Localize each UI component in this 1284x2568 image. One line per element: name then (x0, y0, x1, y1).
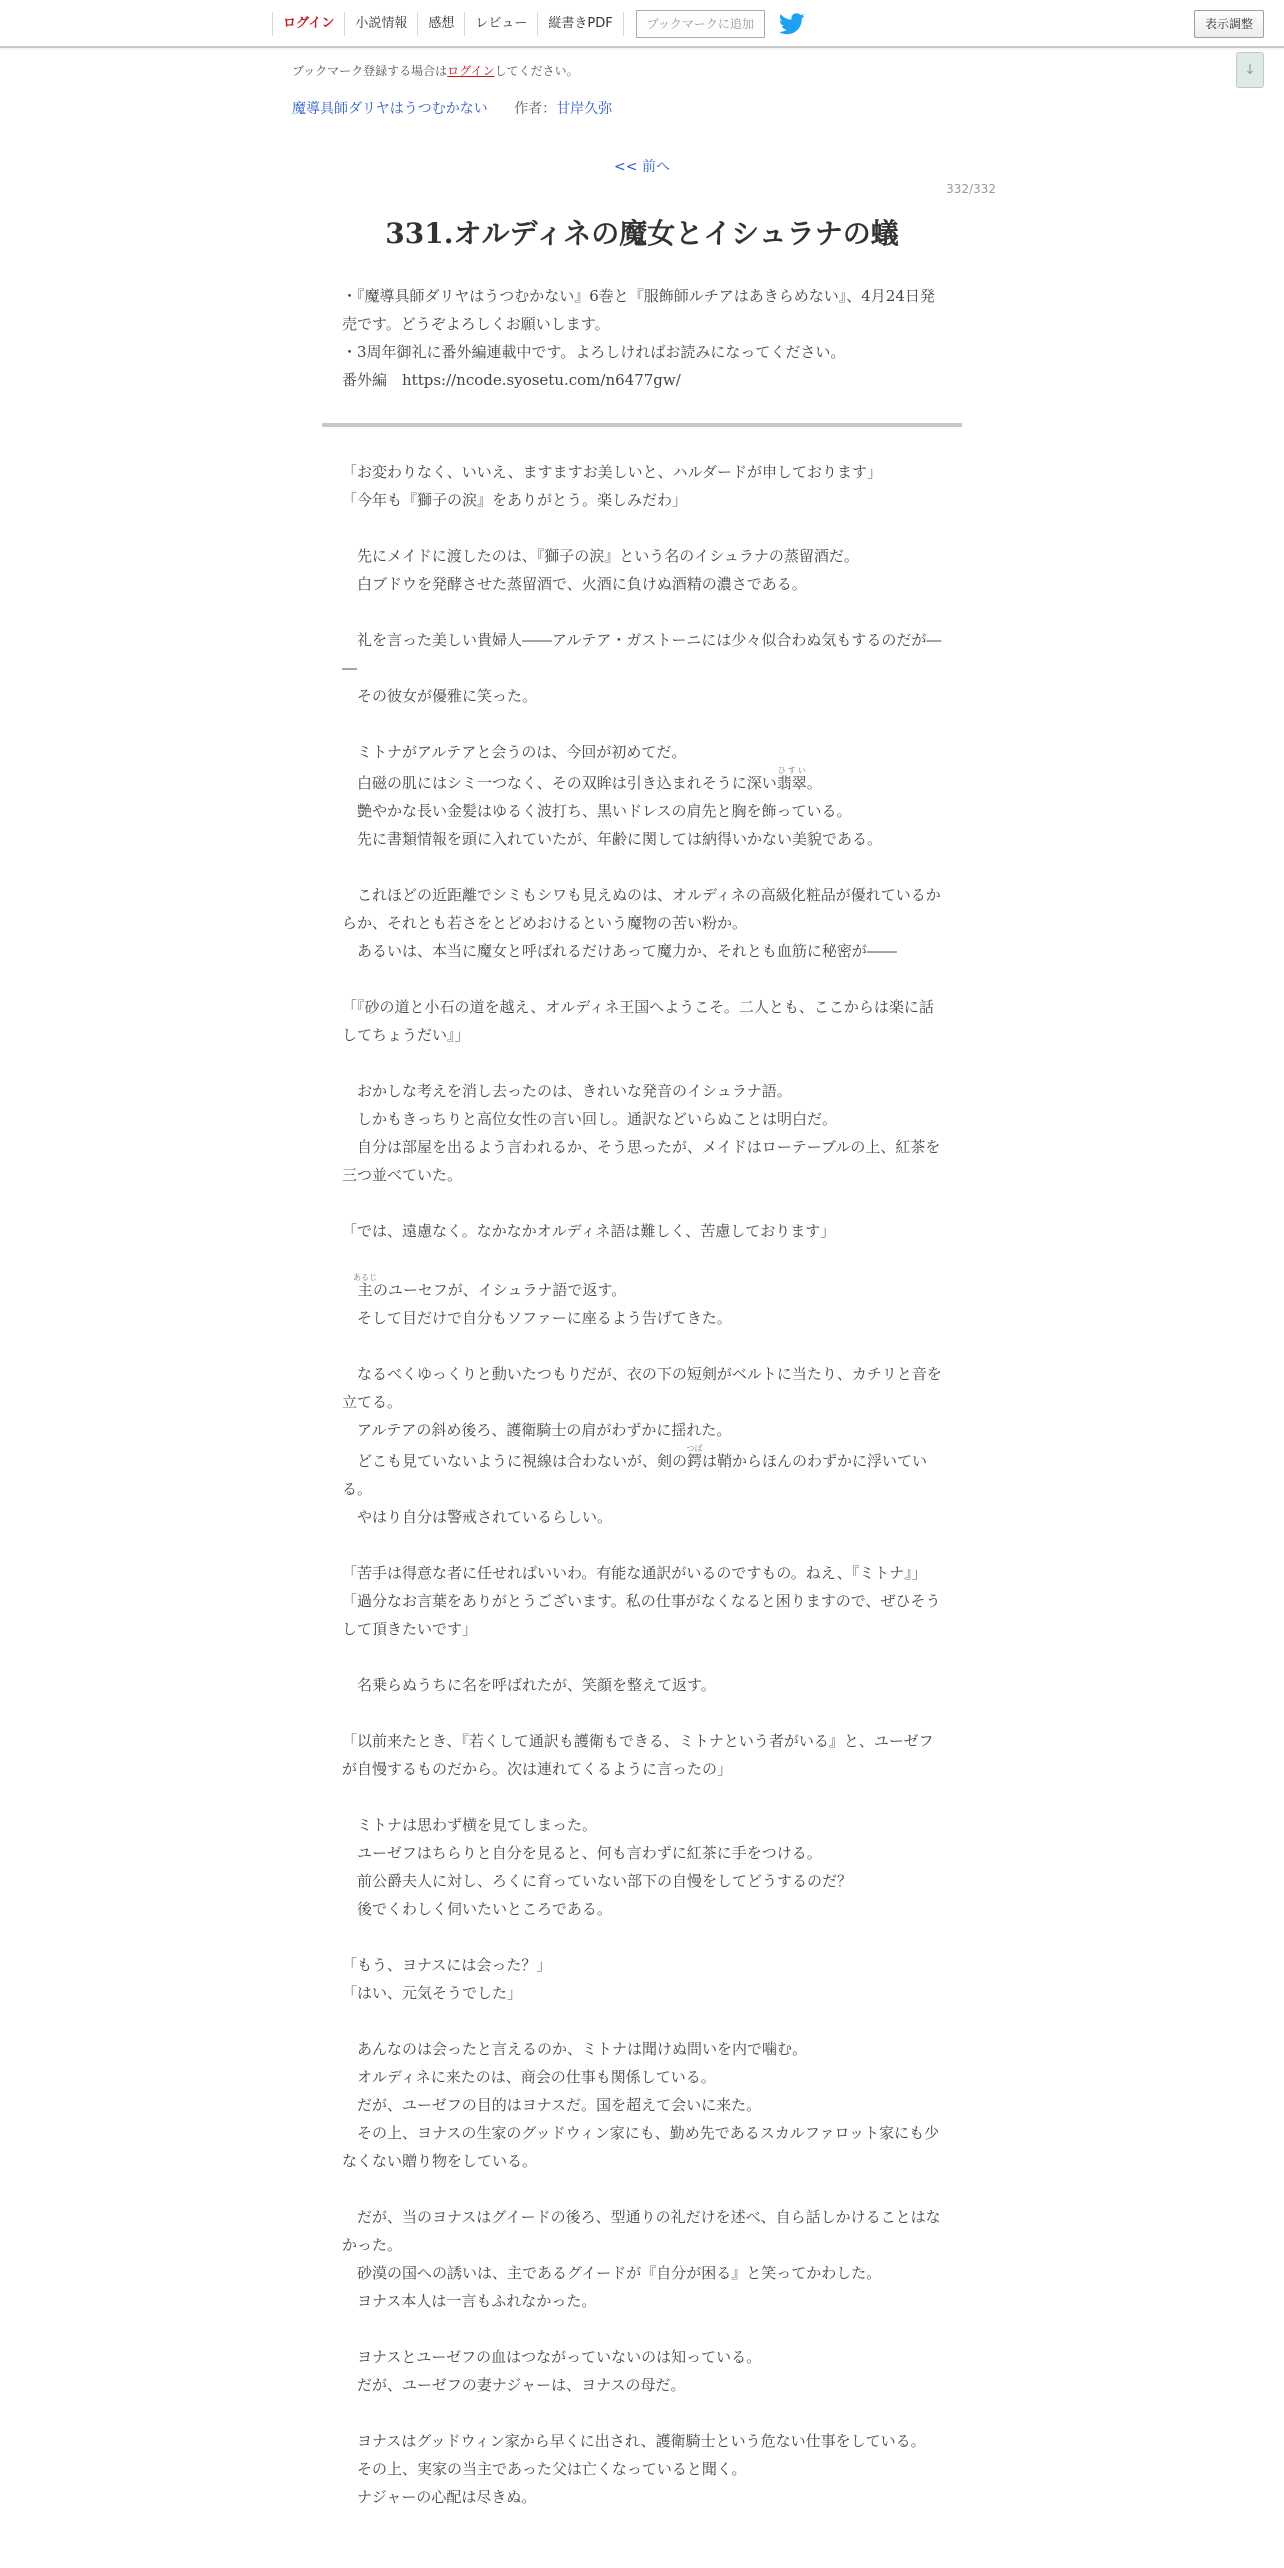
ruby-reading: あるじ (353, 1273, 378, 1282)
body-paragraph (342, 1444, 942, 1503)
body-paragraph: 「お変わりなく、いいえ、ますますお美しいと、ハルダードが申しております」 (342, 463, 883, 481)
body-paragraph (342, 2399, 942, 2427)
body-text: 白磁の肌にはシミ一つなく、その双眸は引き込まれそうに深い (342, 774, 777, 792)
body-paragraph: 白ブドウを発酵させた蒸留酒で、火酒に負けぬ酒精の濃さである。 (342, 575, 807, 593)
ruby-word (776, 766, 807, 792)
body-paragraph: あんなのは会ったと言えるのか、ミトナは聞けぬ問いを内で噛む。 (342, 2040, 808, 2058)
body-paragraph: ナジャーの心配は尽きぬ。 (342, 2488, 537, 2506)
body-paragraph: 「では、遠慮なく。なかなかオルディネ語は難しく、苦慮しております」 (342, 1222, 836, 1240)
body-text: のユーセフが、イシュラナ語で返す。 (373, 1281, 627, 1299)
body-paragraph (342, 710, 942, 738)
body-paragraph: あるいは、本当に魔女と呼ばれるだけあって魔力か、それとも血筋に秘密が―― (342, 942, 897, 960)
body-paragraph: ユーゼフはちらりと自分を見ると、何も言わずに紅茶に手をつける。 (342, 1844, 822, 1862)
ruby-base: 鍔 (686, 1452, 703, 1470)
body-paragraph: だが、ユーゼフの妻ナジャーは、ヨナスの母だ。 (342, 2376, 686, 2394)
vertical-pdf-link[interactable]: 縦書きPDF (537, 12, 623, 36)
body-paragraph: 砂漠の国への誘いは、主であるグイードが『自分が困る』と笑ってかわした。 (342, 2264, 882, 2282)
body-paragraph: だが、ユーゼフの目的はヨナスだ。国を超えて会いに来た。 (342, 2096, 762, 2114)
login-link[interactable]: ログイン (272, 12, 344, 36)
body-paragraph (342, 1049, 942, 1077)
body-paragraph: その上、ヨナスの生家のグッドウィン家にも、勤め先であるスカルファロット家にも少なくない贈り物をしている。 (342, 2124, 940, 2170)
body-paragraph: ヨナス本人は一言もふれなかった。 (342, 2292, 597, 2310)
body-paragraph: 先に書類情報を頭に入れていたが、年齢に関しては納得いかない美貌である。 (342, 830, 883, 848)
prev-page-nav (0, 156, 1284, 176)
prev-page-link[interactable]: << 前へ (614, 159, 670, 175)
notice-text-before: ブックマーク登録する場合は (292, 64, 448, 78)
preface-line: ・『魔導具師ダリヤはうつむかない』6巻と『服飾師ルチアはあきらめない』、4月24日発売です。どうぞよろしくお願いします。 (342, 287, 935, 333)
body-paragraph (342, 1245, 942, 1273)
body-paragraph: しかもきっちりと高位女性の言い回し。通訳などいらぬことは明白だ。 (342, 1110, 838, 1128)
body-paragraph: 礼を言った美しい貴婦人――アルテア・ガストーニには少々似合わぬ気もするのだが―― (342, 631, 942, 677)
body-paragraph: そして目だけで自分もソファーに座るよう告げてきた。 (342, 1309, 732, 1327)
body-paragraph: 「はい、元気そうでした」 (342, 1984, 523, 2002)
body-paragraph (342, 1699, 942, 1727)
body-paragraph: 自分は部屋を出るよう言われるか、そう思ったが、メイドはローテーブルの上、紅茶を三つ並べていた。 (342, 1138, 941, 1184)
body-paragraph (342, 2175, 942, 2203)
display-settings-button[interactable]: 表示調整 (1194, 10, 1264, 38)
chapter-title: 331.オルディネの魔女とイシュラナの蟻 (385, 217, 899, 250)
body-paragraph (342, 2007, 942, 2035)
series-title-link[interactable]: 魔導具師ダリヤはうつむかない (292, 101, 488, 117)
top-navigation-bar (0, 0, 1284, 48)
notice-login-link[interactable]: ログイン (447, 64, 495, 78)
body-paragraph (342, 965, 942, 993)
body-paragraph: 「苦手は得意な者に任せればいいわ。有能な通訳がいるのですもの。ねえ、『ミトナ』」 (342, 1564, 927, 1582)
ruby-word (353, 1273, 378, 1299)
preface-line: 番外編 https://ncode.syosetu.com/n6477gw/ (342, 371, 681, 389)
preface (342, 282, 942, 394)
ruby-base: 主 (353, 1281, 377, 1299)
add-bookmark-button[interactable]: ブックマークに追加 (636, 10, 765, 38)
body-paragraph (342, 766, 942, 797)
body-paragraph (342, 514, 942, 542)
body-paragraph (342, 1531, 942, 1559)
body-paragraph: 先にメイドに渡したのは、『獅子の涙』という名のイシュラナの蒸留酒だ。 (342, 547, 859, 565)
body-paragraph: ミトナがアルテアと会うのは、今回が初めてだ。 (342, 743, 687, 761)
body-paragraph (342, 1189, 942, 1217)
body-paragraph (342, 2315, 942, 2343)
body-paragraph: 前公爵夫人に対し、ろくに育っていない部下の自慢をしてどうするのだ？ (342, 1872, 853, 1890)
preface-divider (322, 423, 962, 427)
body-paragraph: その彼女が優雅に笑った。 (342, 687, 538, 705)
review-link[interactable]: レビュー (464, 12, 537, 36)
body-paragraph: ヨナスとユーゼフの血はつながっていないのは知っている。 (342, 2348, 762, 2366)
author-label: 作者： (514, 101, 557, 117)
body-paragraph (342, 1643, 942, 1671)
body-paragraph: ヨナスはグッドウィン家から早くに出され、護衛騎士という危ない仕事をしている。 (342, 2432, 926, 2450)
body-paragraph: アルテアの斜め後ろ、護衛騎士の肩がわずかに揺れた。 (342, 1421, 732, 1439)
body-paragraph: やはり自分は警戒されているらしい。 (342, 1508, 613, 1526)
body-paragraph: 後でくわしく伺いたいところである。 (342, 1900, 612, 1918)
body-paragraph (342, 598, 942, 626)
body-paragraph: オルディネに来たのは、商会の仕事も関係している。 (342, 2068, 716, 2086)
notice-text-after: してください。 (494, 64, 579, 78)
body-paragraph: おかしな考えを消し去ったのは、きれいな発音のイシュラナ語。 (342, 1082, 792, 1100)
body-paragraph: ミトナは思わず横を見てしまった。 (342, 1816, 598, 1834)
main-nav (272, 8, 805, 40)
novel-body (342, 458, 942, 2511)
ruby-word (686, 1444, 703, 1470)
body-paragraph: 「『砂の道と小石の道を越え、オルディネ王国へようこそ。二人とも、ここからは楽に話してちょうだい』」 (342, 998, 934, 1044)
scroll-down-button[interactable]: ↓ (1236, 52, 1264, 88)
ruby-reading: つば (686, 1444, 703, 1453)
page-count: 332/332 (946, 182, 996, 196)
novel-info-link[interactable]: 小説情報 (344, 12, 417, 36)
body-text: どこも見ていないように視線は合わないが、剣の (342, 1452, 688, 1470)
ruby-base: 翡翠 (776, 774, 807, 792)
body-text: 。 (806, 774, 822, 792)
body-paragraph: 艶やかな長い金髪はゆるく波打ち、黒いドレスの肩先と胸を飾っている。 (342, 802, 852, 820)
author-link[interactable]: 甘岸久弥 (556, 101, 613, 117)
body-paragraph: 「以前来たとき、『若くして通訳も護衛もできる、ミトナという者がいる』と、ユーゼフが自慢するものだから。次は連れてくるように言ったの」 (342, 1732, 934, 1778)
body-paragraph: これほどの近距離でシミもシワも見えぬのは、オルディネの高級化粧品が優れているからか、それとも若さをとどめおけるという魔物の苦い粉か。 (342, 886, 941, 932)
body-paragraph (342, 1332, 942, 1360)
series-info (292, 98, 612, 118)
body-paragraph: 「過分なお言葉をありがとうございます。私の仕事がなくなると困りますので、ぜひそうして頂きたいです」 (342, 1592, 941, 1638)
body-paragraph: 名乗らぬうちに名を呼ばれたが、笑顔を整えて返す。 (342, 1676, 716, 1694)
body-paragraph: だが、当のヨナスはグイードの後ろ、型通りの礼だけを述べ、自ら話しかけることはなかった。 (342, 2208, 941, 2254)
bookmark-login-notice (292, 62, 579, 79)
body-paragraph (342, 1783, 942, 1811)
body-paragraph: 「今年も『獅子の涙』をありがとう。楽しみだわ」 (342, 491, 688, 509)
ruby-reading: ひすい (776, 766, 807, 775)
body-text: は鞘からほんのわずかに浮いている。 (342, 1452, 928, 1498)
body-paragraph (342, 1923, 942, 1951)
preface-line: ・3周年御礼に番外編連載中です。よろしければお読みになってください。 (342, 343, 846, 361)
impressions-link[interactable]: 感想 (417, 12, 464, 36)
body-paragraph (342, 853, 942, 881)
body-paragraph: 「もう、ヨナスには会った？」 (342, 1956, 552, 1974)
twitter-icon[interactable] (779, 13, 805, 35)
body-paragraph (342, 1273, 942, 1304)
body-paragraph: なるべくゆっくりと動いたつもりだが、衣の下の短剣がベルトに当たり、カチリと音を立てる。 (342, 1365, 942, 1411)
body-paragraph: その上、実家の当主であった父は亡くなっていると聞く。 (342, 2460, 747, 2478)
